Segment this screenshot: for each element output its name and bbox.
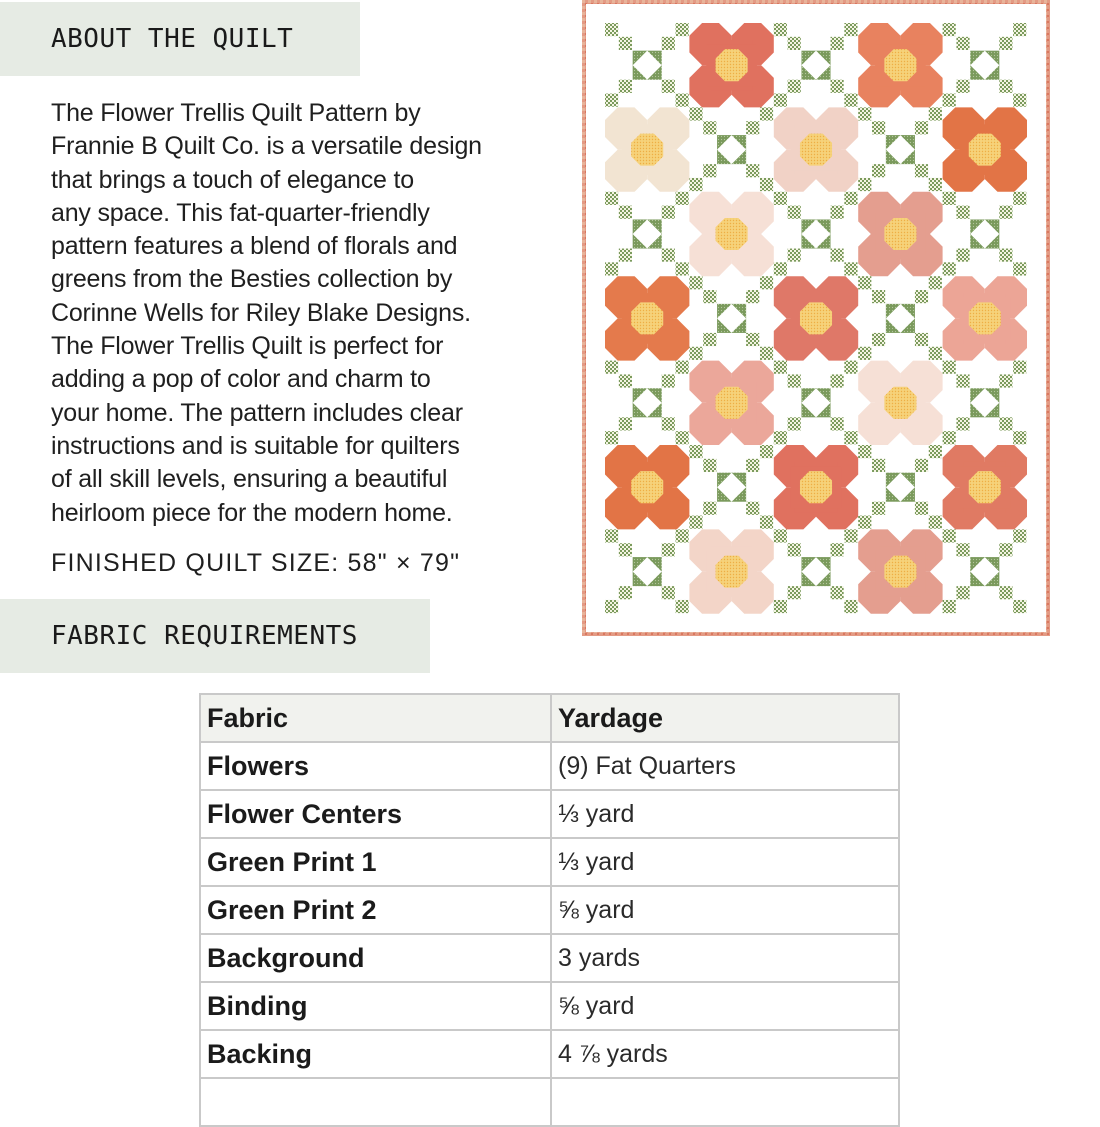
fabric-yardage: 3 yards <box>551 934 899 982</box>
about-line: heirloom piece for the modern home. <box>51 498 453 527</box>
column-header-yardage: Yardage <box>551 694 899 742</box>
table-row <box>200 982 899 1030</box>
fabric-name: Flower Centers <box>200 790 551 838</box>
flower-center <box>716 556 748 588</box>
fabric-name: Flowers <box>200 742 551 790</box>
flower-center <box>631 302 663 334</box>
fabric-name: Green Print 1 <box>200 838 551 886</box>
fabric-name: Binding <box>200 982 551 1030</box>
about-heading-banner <box>0 2 360 76</box>
flower-block <box>858 361 942 445</box>
about-heading: ABOUT THE QUILT <box>51 24 294 54</box>
fabric-requirements-banner <box>0 599 430 673</box>
flower-block <box>605 276 689 360</box>
fabric-yardage: ⅓ yard <box>551 838 899 886</box>
flower-center <box>884 387 916 419</box>
flower-center <box>884 556 916 588</box>
flower-center <box>969 134 1001 166</box>
about-line: that brings a touch of elegance to <box>51 165 414 194</box>
fabric-yardage: (9) Fat Quarters <box>551 742 899 790</box>
column-header-fabric: Fabric <box>200 694 551 742</box>
fabric-name <box>200 1078 551 1126</box>
about-line: of all skill levels, ensuring a beautiful <box>51 465 448 494</box>
about-line: instructions and is suitable for quilters <box>51 431 460 460</box>
flower-center <box>884 49 916 81</box>
flower-block <box>605 445 689 529</box>
table-row <box>200 886 899 934</box>
flower-center <box>631 471 663 503</box>
about-line: The Flower Trellis Quilt Pattern by <box>51 99 421 127</box>
about-line: Frannie B Quilt Co. is a versatile design <box>51 132 482 161</box>
fabric-yardage: ⅓ yard <box>551 790 899 838</box>
about-line: pattern features a blend of florals and <box>51 232 458 261</box>
table-row <box>200 1030 899 1078</box>
finished-quilt-size: FINISHED QUILT SIZE: 58" × 79" <box>51 549 461 577</box>
flower-center <box>969 302 1001 334</box>
flower-center <box>884 218 916 250</box>
about-line: adding a pop of color and charm to <box>51 365 431 394</box>
fabric-yardage: 4 ⅞ yards <box>551 1030 899 1078</box>
flower-center <box>631 134 663 166</box>
fabric-requirements-table <box>199 693 900 1127</box>
table-header-row <box>200 694 899 742</box>
flower-block <box>943 276 1027 360</box>
table-row <box>200 790 899 838</box>
table-row <box>200 934 899 982</box>
table-row <box>200 838 899 886</box>
table-row <box>200 742 899 790</box>
flower-center <box>800 134 832 166</box>
fabric-requirements-heading: FABRIC REQUIREMENTS <box>51 621 358 651</box>
flower-center <box>716 218 748 250</box>
flower-block <box>605 107 689 191</box>
table-row-partial <box>200 1078 899 1126</box>
fabric-name: Background <box>200 934 551 982</box>
fabric-name: Backing <box>200 1030 551 1078</box>
flower-block <box>943 445 1027 529</box>
about-line: Corinne Wells for Riley Blake Designs. <box>51 298 471 327</box>
flower-center <box>716 49 748 81</box>
fabric-yardage <box>551 1078 899 1126</box>
quilt-illustration <box>582 0 1050 636</box>
about-line: your home. The pattern includes clear <box>51 398 463 427</box>
flower-block <box>943 107 1027 191</box>
quilt-image <box>582 0 1050 636</box>
flower-center <box>716 387 748 419</box>
about-description <box>51 97 551 530</box>
fabric-name: Green Print 2 <box>200 886 551 934</box>
about-line: any space. This fat-quarter-friendly <box>51 198 430 227</box>
about-line: The Flower Trellis Quilt is perfect for <box>51 332 444 361</box>
flower-center <box>800 302 832 334</box>
flower-block <box>858 23 942 107</box>
flower-block <box>858 529 942 613</box>
flower-center <box>800 471 832 503</box>
flower-block <box>858 192 942 276</box>
fabric-yardage: ⅝ yard <box>551 982 899 1030</box>
flower-center <box>969 471 1001 503</box>
fabric-yardage: ⅝ yard <box>551 886 899 934</box>
about-line: greens from the Besties collection by <box>51 265 453 294</box>
